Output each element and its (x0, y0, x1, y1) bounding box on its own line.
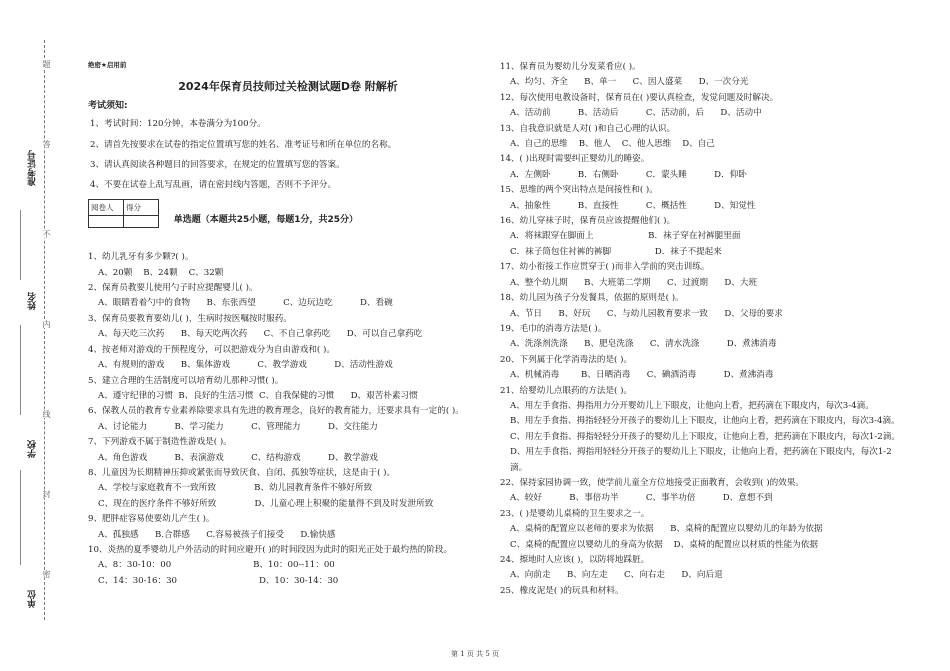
answer-options[interactable]: A、每天吃三次药 B、每天吃两次药 C、不自己拿药吃 D、可以自己拿药吃 (98, 329, 423, 340)
seal-char: 答 (42, 140, 51, 148)
answer-options[interactable]: A、机械消毒 B、日晒消毒 C、碘酒消毒 D、煮沸消毒 (510, 370, 774, 381)
answer-options[interactable]: D、用左手食指、拇指用轻轻分开孩子的婴幼儿上下眼皮，让他向上看，把药滴在下眼皮内，每次1-2滴。 (510, 447, 892, 473)
answer-options[interactable]: A、均匀、齐全 B、单一 C、因人盛菜 D、一次分光 (510, 77, 749, 88)
answer-options[interactable]: A、桌椅的配置应以老师的要求为依据 B、桌椅的配置应以婴幼儿的年龄为依据 (510, 524, 823, 535)
notice-list (88, 117, 488, 194)
notice-item: 4、不要在试卷上乱写乱画，请在密封线内答题，否则不予评分。 (90, 180, 337, 191)
question-text: 8、儿童因为长期精神压抑或紧张而导致厌食、自闭、孤独等症状，这是由于( )。 (88, 467, 396, 478)
question-text: 16、幼儿穿袜子时，保育员应该提醒他们( )。 (500, 216, 676, 227)
binding-margin (0, 0, 62, 671)
question-text: 4、按老师对游戏的干预程度分，可以把游戏分为自由游戏和( )。 (88, 344, 335, 355)
question-text: 1、幼儿乳牙有多少颗?( )。 (88, 252, 194, 263)
section-title: 单选题（本题共25小题，每题1分，共25分） (173, 214, 359, 225)
answer-options[interactable]: A、20颗 B、24颗 C、32颗 (98, 267, 224, 278)
question-text: 25、橡皮泥是( )的玩具和材料。 (500, 585, 624, 596)
question-text: 18、幼儿园为孩子分发餐具，依据的原则是( )。 (500, 293, 684, 304)
grade-box (88, 199, 159, 228)
question-text: 17、幼小衔接工作应贯穿于( )而非入学前的突击训练。 (500, 262, 710, 273)
answer-options[interactable]: A、8：30-10：00 B、10：00--11：00 (98, 560, 335, 571)
left-column (88, 56, 488, 589)
answer-options[interactable]: C、桌椅的配置应以婴幼儿的身高为依据 D、桌椅的配置应以材质的性能为依据 (510, 539, 818, 550)
question-text: 6、保教人员的教育专业素养除要求具有先进的教育理念，良好的教育能力，还要求具有一定的( )。 (88, 406, 464, 417)
exam-title: 2024年保育员技师过关检测试题D卷 附解析 (178, 80, 398, 94)
label-unit: 单位 (28, 590, 38, 608)
answer-options[interactable]: B、用左手食指、拇指轻轻分开孩子的婴幼儿上下眼皮，让他向上看，把药滴在下眼皮内，每次3-4滴。 (510, 416, 900, 427)
question-text: 19、毛巾的消毒方法是( )。 (500, 323, 607, 334)
seal-char: 内 (42, 320, 51, 328)
reviewer-label: 阅卷人 (89, 199, 124, 215)
answer-options[interactable]: A、有规则的游戏 B、集体游戏 C、教学游戏 D、活动性游戏 (98, 360, 393, 371)
question-text: 21、给婴幼儿点眼药的方法是( )。 (500, 385, 633, 396)
answer-options[interactable]: A、用左手食指、拇指用力分开婴幼儿上下眼皮，让他向上看，把药滴在下眼皮内，每次3-4滴。 (510, 400, 874, 411)
question-text: 22、保持家园协调一致，使学前儿童全方位地接受正面教育，会收到( )的效果。 (500, 477, 804, 488)
answer-options[interactable]: A、活动前 B、活动后 C、活动前，后 D、活动中 (510, 108, 762, 119)
name-blank[interactable] (20, 325, 21, 415)
question-list-left (88, 250, 488, 589)
answer-options[interactable]: A．左侧卧 B．右侧卧 C．蒙头睡 D．仰卧 (510, 169, 747, 180)
notice-heading: 考试须知: (88, 100, 128, 111)
seal-dashed-line (44, 40, 45, 620)
score-cell[interactable] (124, 216, 159, 228)
answer-options[interactable]: A、孤独感 B.合群感 C.容易被孩子们接受 D.愉快感 (98, 529, 336, 540)
question-text: 11、保育员为婴幼儿分发菜肴应( )。 (500, 62, 641, 72)
answer-options[interactable]: A、较好 B、事倍功半 C、事半功倍 D、意想不到 (510, 493, 773, 504)
notice-item: 3、请认真阅读各种题目的回答要求，在规定的位置填写您的答案。 (90, 160, 345, 171)
answer-options[interactable]: A、抽象性 B、直接性 C、概括性 D、知觉性 (510, 200, 756, 211)
answer-options[interactable]: A、向前走 B、向左走 C、向右走 D、向后退 (510, 570, 723, 581)
secret-mark: 绝密★启用前 (88, 61, 127, 69)
question-list-right (500, 60, 900, 599)
question-text: 12、每次使用电教设备时，保育员在( )要认真检查，发觉问题及时解决。 (500, 92, 779, 103)
seal-char: 封 (42, 490, 51, 498)
notice-item: 2、请首先按要求在试卷的指定位置填写您的姓名、准考证号和所在单位的名称。 (90, 139, 397, 150)
section-header (88, 199, 488, 228)
reviewer-cell[interactable] (89, 216, 124, 228)
question-text: 13、自我意识就是人对( )和自己心理的认识。 (500, 123, 676, 134)
page-footer: 第 1 页 共 5 页 (450, 650, 500, 658)
seal-char: 密 (42, 570, 51, 578)
answer-options[interactable]: A、节日 B、好玩 C、与幼儿园教育要求一致 D、父母的要求 (510, 308, 783, 319)
notice-item: 1、考试时间：120分钟，本卷满分为100分。 (90, 119, 266, 130)
question-text: 9、肥胖症容易使要幼儿产生( )。 (88, 514, 215, 525)
answer-options[interactable]: C、14：30-16：30 D、10：30-14：30 (98, 575, 339, 586)
question-text: 14、( )出现时需要纠正婴幼儿的睡姿。 (500, 154, 650, 165)
answer-options[interactable]: C、用左手食指、拇指轻轻分开孩子的婴幼儿上下眼皮，让他向上看，把药滴在下眼皮内，每次1-2滴。 (510, 431, 900, 442)
question-text: 2、保育员教要儿使用勺子时应提醒婴儿( )。 (88, 283, 258, 294)
label-school: 学校 (28, 440, 38, 458)
exam-number-blank[interactable] (20, 210, 21, 280)
answer-options[interactable]: A、眼睛看着勺中的食物 B、东张西望 C、边玩边吃 D、看碗 (98, 298, 393, 309)
question-text: 3、保育员要教育要幼儿( )，生病时按医嘱按时服药。 (88, 313, 292, 324)
answer-options[interactable]: A．将袜跟穿在脚面上 B．袜子穿在衬裤腿里面 (510, 231, 741, 242)
question-text: 23、( )是婴幼儿桌椅的卫生要求之一。 (500, 508, 650, 519)
school-blank[interactable] (20, 470, 21, 565)
answer-options[interactable]: A、自己的思维 B、他人 C、他人思维 D、自己 (510, 139, 715, 150)
question-text: 20、下列属于化学消毒法的是( )。 (500, 354, 633, 365)
answer-options[interactable]: A、角色游戏 B、表演游戏 C、结构游戏 D、教学游戏 (98, 452, 378, 463)
answer-options[interactable]: C．袜子筒包住衬裤的裤脚 D．袜子不提起来 (510, 246, 722, 257)
label-exam-number: 准考证号 (28, 150, 38, 186)
right-column (500, 60, 900, 599)
answer-options[interactable]: A、学校与家庭教育不一致所致 B、幼儿园教育条件不够好所致 (98, 483, 373, 494)
label-name: 姓名 (28, 292, 38, 310)
answer-options[interactable]: A、遵守纪律的习惯 B、良好的生活习惯 C、自我保健的习惯 D、艰苦朴素习惯 (98, 390, 418, 401)
seal-char: 线 (42, 410, 51, 418)
answer-options[interactable]: C、现在的医疗条件不够好所致 D、儿童心理上积聚的能量得不到及时发泄所致 (98, 498, 434, 509)
question-text: 24、擦地时人应该( )，以防将地踩脏。 (500, 555, 650, 565)
answer-options[interactable]: A、整个幼儿期 B、大班第二学期 C、过渡期 D、大班 (510, 277, 758, 288)
answer-options[interactable]: A、洗涤剂洗涤 B、肥皂洗涤 C、清水洗涤 D、煮沸消毒 (510, 339, 777, 350)
seal-char: 不 (42, 230, 51, 238)
question-text: 5、建立合理的生活制度可以培育幼儿那种习惯( )。 (88, 375, 284, 386)
question-text: 7、下列游戏不属于制造性游戏是( )。 (88, 437, 232, 448)
seal-char: 题 (42, 60, 51, 68)
answer-options[interactable]: A、讨论能力 B、学习能力 C、管理能力 D、交往能力 (98, 421, 378, 432)
question-text: 15、思维的两个突出特点是间接性和( )。 (500, 185, 658, 196)
question-text: 10、炎热的夏季婴幼儿户外活动的时间应避开( )的时间段因为此时的阳光正处于最灼热的阶段。 (88, 544, 453, 555)
score-label: 得分 (124, 199, 159, 215)
